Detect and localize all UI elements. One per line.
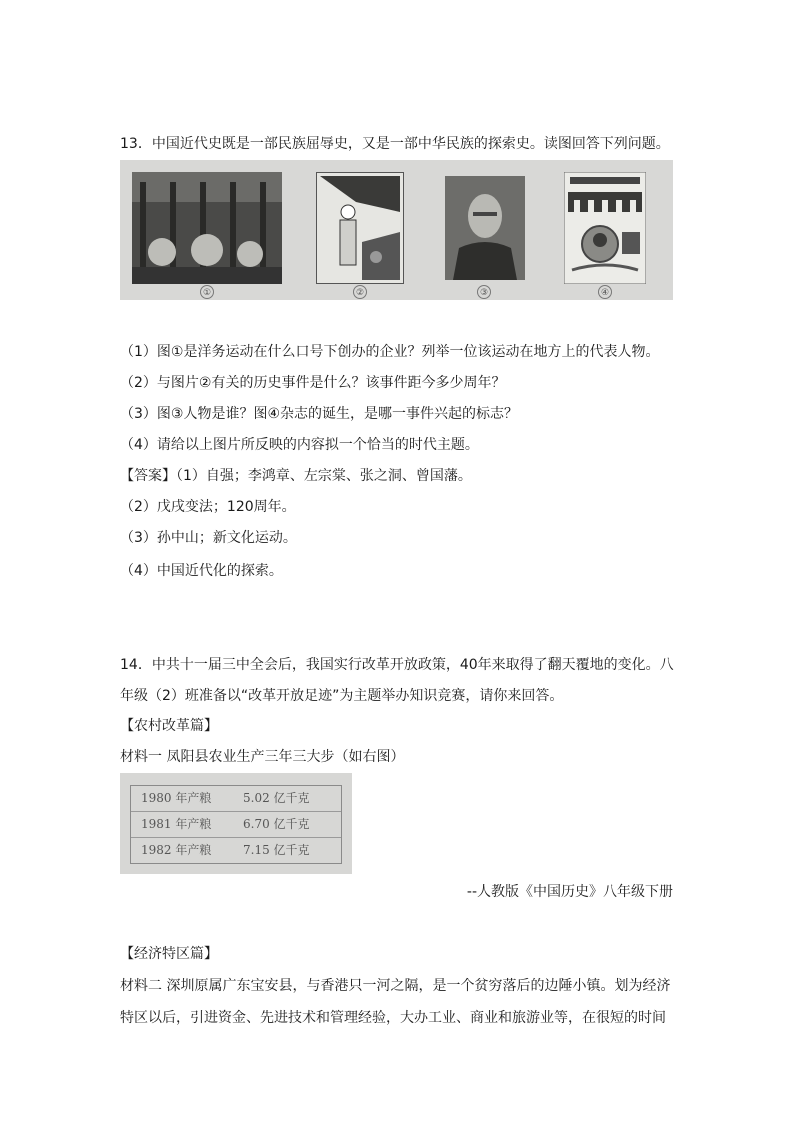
table-year: 1981 年产粮 <box>141 817 212 831</box>
q13-answer-2: （2）戊戌变法；120周年。 <box>120 499 296 515</box>
q14-source-citation: --人教版《中国历史》八年级下册 <box>466 884 673 900</box>
q13-sub-question-2: （2）与图片②有关的历史事件是什么？该事件距今多少周年？ <box>120 375 506 391</box>
table-row <box>131 786 341 812</box>
table-year: 1980 年产粮 <box>141 791 212 805</box>
image-label-2: ② <box>353 285 367 299</box>
q13-sub-question-1: （1）图①是洋务运动在什么口号下创办的企业？列举一位该运动在地方上的代表人物。 <box>120 344 660 360</box>
q14-stem-line-1: 14．中共十一届三中全会后，我国实行改革开放政策，40年来取得了翻天覆地的变化。八 <box>120 657 674 673</box>
table-year: 1982 年产粮 <box>141 843 212 857</box>
q13-answer-4: （4）中国近代化的探索。 <box>120 563 283 579</box>
q13-answer-1: 【答案】（1）自强；李鸿章、左宗棠、张之洞、曾国藩。 <box>120 468 472 484</box>
table-value: 6.70 亿千克 <box>243 817 310 831</box>
q14-material-2-line-2: 特区以后，引进资金、先进技术和管理经验，大办工业、商业和旅游业等，在很短的时间 <box>120 1010 666 1026</box>
portrait-photo <box>445 176 525 280</box>
table-value: 7.15 亿千克 <box>243 843 310 857</box>
grain-output-table <box>120 773 352 874</box>
image-label-4: ④ <box>598 285 612 299</box>
q13-answer-3: （3）孙中山；新文化运动。 <box>120 530 297 546</box>
image-label-1: ① <box>200 285 214 299</box>
q13-sub-question-3: （3）图③人物是谁？图④杂志的诞生，是哪一事件兴起的标志？ <box>120 406 519 422</box>
q14-section-sez: 【经济特区篇】 <box>120 946 218 962</box>
table-row <box>131 838 341 863</box>
table-row <box>131 812 341 838</box>
cartoon-poster <box>316 172 404 284</box>
q14-section-rural-reform: 【农村改革篇】 <box>120 718 218 734</box>
q13-sub-question-4: （4）请给以上图片所反映的内容拟一个恰当的时代主题。 <box>120 437 479 453</box>
q13-stem: 13．中国近代史既是一部民族屈辱史，又是一部中华民族的探索史。读图回答下列问题。 <box>120 136 670 152</box>
q14-stem-line-2: 年级（2）班准备以“改革开放足迹”为主题举办知识竞赛，请你来回答。 <box>120 688 564 704</box>
q13-photo-strip <box>120 160 673 300</box>
q14-material-2-line-1: 材料二 深圳原属广东宝安县，与香港只一河之隔，是一个贫穷落后的边陲小镇。划为经济 <box>120 978 671 994</box>
q14-material-1: 材料一 凤阳县农业生产三年三大步（如右图） <box>120 749 405 765</box>
magazine-cover <box>564 172 646 284</box>
image-label-3: ③ <box>477 285 491 299</box>
factory-photo <box>132 172 282 284</box>
table-value: 5.02 亿千克 <box>243 791 310 805</box>
